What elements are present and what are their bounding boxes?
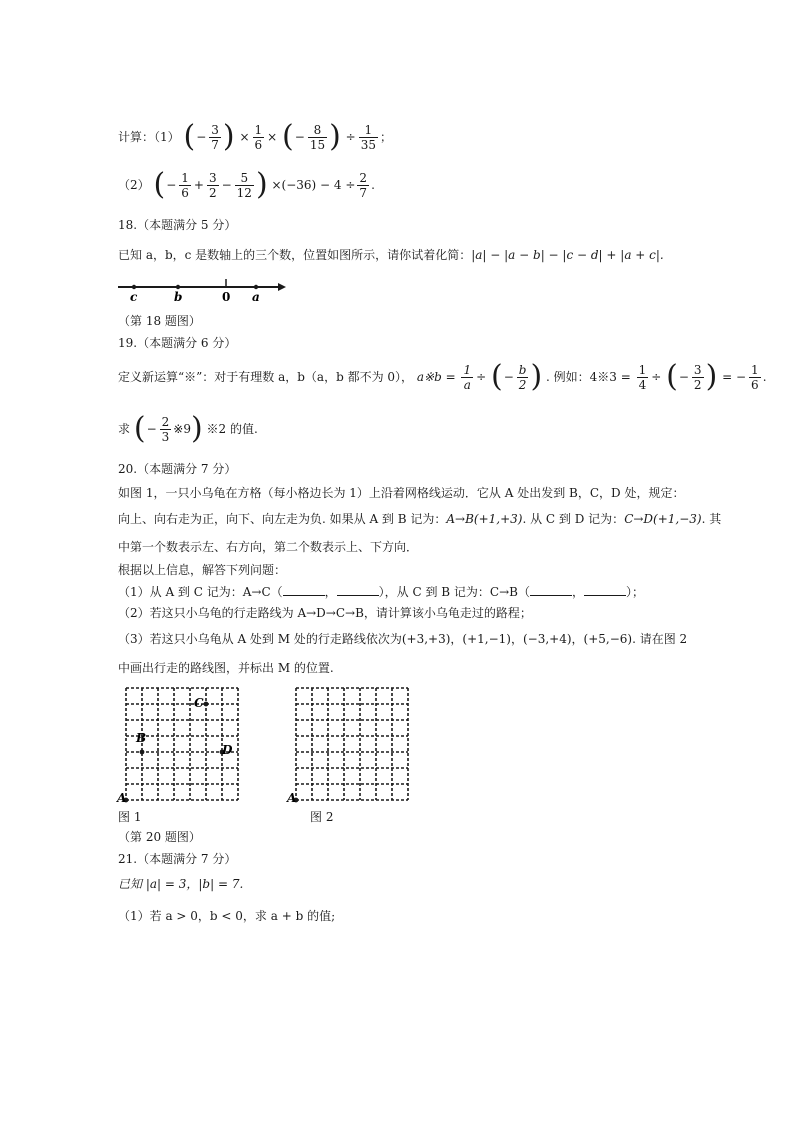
fraction: $\frac{8}{15}$ [309, 122, 326, 152]
q21-part1: （1）若 a > 0，b < 0，求 a + b 的值; [118, 909, 336, 923]
q18-expression: |a| − |a − b| − |c − d| + |a + c|. [471, 248, 664, 262]
fraction: $\frac{b}{2}$ [518, 362, 527, 392]
fraction: $\frac{2}{3}$ [161, 414, 170, 444]
q20-moves: (+3,+3)，(+1,−1)，(−3,+4)，(+5,−6) [401, 632, 633, 646]
fraction: $\frac{5}{12}$ [236, 170, 252, 200]
label-a: a [252, 290, 260, 304]
fraction: $\frac{1}{a}$ [463, 362, 472, 392]
fraction: $\frac{3}{7}$ [211, 122, 219, 152]
answer-blank[interactable] [584, 584, 626, 596]
q20-part3: （3）若这只小乌龟从 A 处到 M 处的行走路线依次为(+3,+3)，(+1,−1)，(−3,+4)，(+5,−6). 请在图 2 [118, 632, 688, 646]
figure-1-label: 图 1 [118, 810, 142, 824]
figure-2-label: 图 2 [310, 810, 334, 824]
label-zero: 0 [222, 290, 231, 304]
number-line [116, 276, 296, 304]
q19-definition: 定义新运算“※”：对于有理数 a，b（a，b 都不为 0）， a※b = $\frac{1}{a}$ ÷ (− $\frac{b}{2}$ ) . 例如：4※3 = $\frac{1}{4}$ ÷ (− $\frac{3}{2}$ ) = − $\frac{1}{6}$ . [118, 359, 767, 394]
point-d-label: D [222, 743, 233, 757]
q20-part2: （2）若这只小乌龟的行走路线为 A→D→C→B，请计算该小乌龟走过的路程； [118, 606, 532, 620]
fraction: $\frac{3}{2}$ [208, 170, 217, 200]
q18-caption: （第 18 题图） [118, 314, 201, 328]
point-b-label: B [136, 731, 147, 745]
figure-2-grid [286, 684, 426, 806]
fraction: $\frac{1}{6}$ [254, 122, 263, 152]
fraction: $\frac{3}{2}$ [693, 362, 702, 392]
q20-line3: 中第一个数表示左、右方向，第二个数表示上、下方向． [118, 540, 419, 554]
fraction: $\frac{2}{7}$ [359, 170, 368, 200]
figure-1-grid [116, 684, 256, 806]
answer-blank[interactable] [530, 584, 572, 596]
point-a-label: A [287, 791, 297, 805]
label-b: b [174, 290, 183, 304]
answer-blank[interactable] [283, 584, 325, 596]
point-a-label: A [117, 791, 127, 805]
q20-part1: （1）从 A 到 C 记为：A→C（ ， ），从 C 到 B 记为：C→B（ ， ）； [118, 585, 645, 599]
q20-line4: 根据以上信息，解答下列问题： [118, 563, 287, 577]
q21-given: 已知 |a| = 3，|b| = 7. [118, 877, 244, 891]
answer-blank[interactable] [337, 584, 379, 596]
q17-part2: （2） (− $\frac{1}{6}$ + $\frac{3}{2}$ − $\frac{5}{12}$ ) ×(−36) − 4 ÷ $\frac{2}{7}$ . [118, 167, 375, 202]
q21-heading: 21.（本题满分 7 分） [118, 852, 237, 866]
q20-caption: （第 20 题图） [118, 830, 201, 844]
q20-line1: 如图 1，一只小乌龟在方格（每小格边长为 1）上沿着网格线运动．它从 A 处出发到 B，C，D 处，规定： [118, 486, 685, 500]
q18-text: 已知 a，b，c 是数轴上的三个数，位置如图所示，请你试着化简：|a| − |a − b| − |c − d| + |a + c|. [118, 248, 664, 262]
q20-part3-cont: 中画出行走的路线图，并标出 M 的位置. [118, 661, 334, 675]
point-c-label: C [194, 696, 204, 710]
q17-label: 计算：（1） [118, 129, 180, 144]
fraction: $\frac{1}{35}$ [360, 122, 376, 152]
q19-heading: 19.（本题满分 6 分） [118, 336, 237, 350]
fraction: $\frac{1}{6}$ [181, 170, 189, 200]
q18-heading: 18.（本题满分 5 分） [118, 218, 237, 232]
fraction: $\frac{1}{6}$ [751, 362, 759, 392]
q20-heading: 20.（本题满分 7 分） [118, 462, 237, 476]
q20-line2: 向上、向右走为正，向下、向左走为负. 如果从 A 到 B 记为：A→B(+1,+3). 从 C 到 D 记为：C→D(+1,−3). 其 [118, 512, 722, 526]
q17-part1: 计算：（1） (− $\frac{3}{7}$ ) × $\frac{1}{6}$ × (− $\frac{8}{15}$ ) ÷ $\frac{1}{35}$ ； [118, 119, 392, 154]
label-c: c [130, 290, 138, 304]
fraction: $\frac{1}{4}$ [638, 362, 647, 392]
q19-ask: 求 (− $\frac{2}{3}$ ※9) ※2 的值. [118, 411, 258, 446]
